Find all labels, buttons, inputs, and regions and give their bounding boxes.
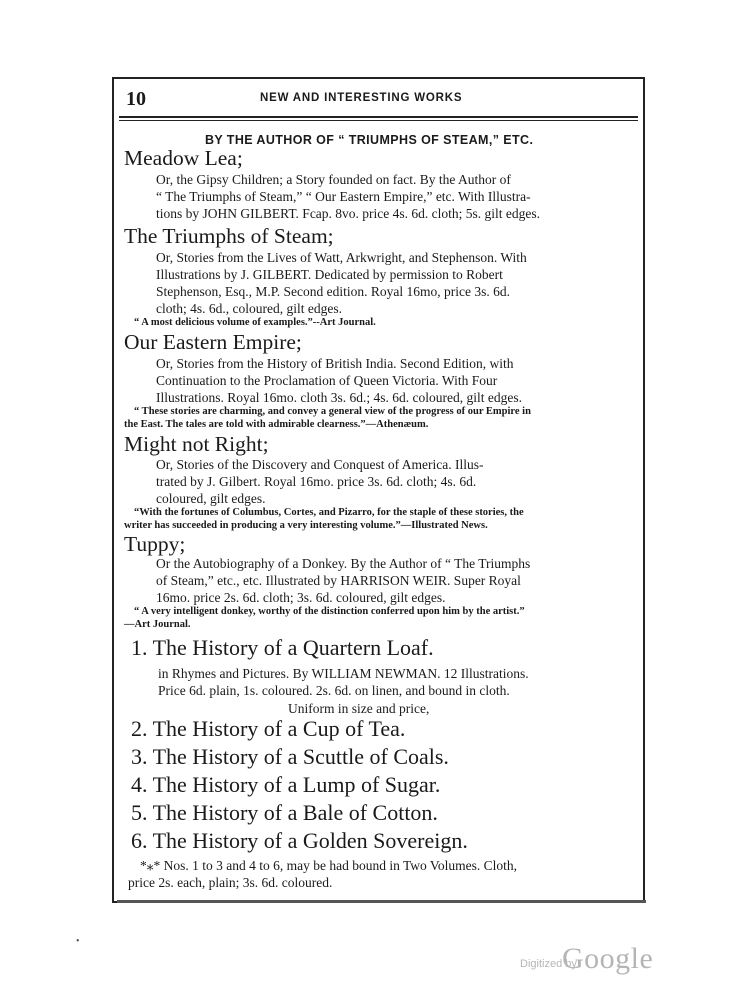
header-rule-top xyxy=(119,116,638,118)
book-title: The Triumphs of Steam; xyxy=(124,224,334,248)
book-description-line: tions by JOHN GILBERT. Fcap. 8vo. price 4s. 6d. cloth; 5s. gilt edges. xyxy=(156,206,541,221)
review-quote: “ A very intelligent donkey, worthy of the distinction conferred upon him by the artist.” xyxy=(134,606,525,617)
uniform-note: Uniform in size and price, xyxy=(288,701,430,716)
border-shadow xyxy=(117,900,646,903)
review-quote: “ These stories are charming, and convey a general view of the progress of our Empire in xyxy=(134,406,531,417)
book-description-line: cloth; 4s. 6d., coloured, gilt edges. xyxy=(156,301,342,316)
book-title: Meadow Lea; xyxy=(124,146,243,170)
book-description-line: Or, Stories from the History of British India. Second Edition, with xyxy=(156,356,514,371)
google-logo: Google xyxy=(562,942,654,975)
series-description-line: in Rhymes and Pictures. By WILLIAM NEWMAN. 12 Illustrations. xyxy=(158,666,529,681)
book-description-line: Or the Autobiography of a Donkey. By the Author of “ The Triumphs xyxy=(156,556,531,571)
review-quote: —Art Journal. xyxy=(124,619,191,630)
book-description-line: “ The Triumphs of Steam,” “ Our Eastern Empire,” etc. With Illustra- xyxy=(156,189,531,204)
review-quote: “ A most delicious volume of examples.”--Art Journal. xyxy=(134,317,376,328)
binding-note-line: price 2s. each, plain; 3s. 6d. coloured. xyxy=(128,875,333,890)
book-description-line: Or, Stories from the Lives of Watt, Arkwright, and Stephenson. With xyxy=(156,250,527,265)
book-title: Might not Right; xyxy=(124,432,269,456)
book-description-line: Or, the Gipsy Children; a Story founded on fact. By the Author of xyxy=(156,172,511,187)
review-quote: writer has succeeded in producing a very interesting volume.”—Illustrated News. xyxy=(124,520,488,531)
binding-note-line: *⁎* Nos. 1 to 3 and 4 to 6, may be had bound in Two Volumes. Cloth, xyxy=(140,858,518,873)
book-description-line: of Steam,” etc., etc. Illustrated by HARRISON WEIR. Super Royal xyxy=(156,573,521,588)
digitized-by-label: Digitized by xyxy=(520,958,577,970)
page-number: 10 xyxy=(126,88,146,110)
series-title: 5. The History of a Bale of Cotton. xyxy=(131,800,438,825)
series-title: 6. The History of a Golden Sovereign. xyxy=(131,828,468,853)
running-title: NEW AND INTERESTING WORKS xyxy=(260,92,463,104)
book-description-line: Or, Stories of the Discovery and Conquest of America. Illus- xyxy=(156,457,484,472)
book-title: Tuppy; xyxy=(124,532,186,556)
scan-mark: • xyxy=(76,936,80,947)
series-title: 1. The History of a Quartern Loaf. xyxy=(131,635,434,660)
review-quote: “With the fortunes of Columbus, Cortes, and Pizarro, for the staple of these stories, the xyxy=(134,507,524,518)
book-description-line: Illustrations by J. GILBERT. Dedicated by permission to Robert xyxy=(156,267,503,282)
series-title: 4. The History of a Lump of Sugar. xyxy=(131,772,441,797)
book-description-line: trated by J. Gilbert. Royal 16mo. price 3s. 6d. cloth; 4s. 6d. xyxy=(156,474,477,489)
book-description-line: Continuation to the Proclamation of Queen Victoria. With Four xyxy=(156,373,498,388)
review-quote: the East. The tales are told with admirable clearness.”—Athenæum. xyxy=(124,419,429,430)
series-description-line: Price 6d. plain, 1s. coloured. 2s. 6d. on linen, and bound in cloth. xyxy=(158,683,510,698)
book-description-line: Stephenson, Esq., M.P. Second edition. Royal 16mo, price 3s. 6d. xyxy=(156,284,510,299)
book-description-line: 16mo. price 2s. 6d. cloth; 3s. 6d. coloured, gilt edges. xyxy=(156,590,446,605)
header-rule-bottom xyxy=(119,120,638,121)
section-heading: BY THE AUTHOR OF “ TRIUMPHS OF STEAM,” ETC. xyxy=(205,133,534,147)
series-title: 3. The History of a Scuttle of Coals. xyxy=(131,744,449,769)
book-description-line: Illustrations. Royal 16mo. cloth 3s. 6d.; 4s. 6d. coloured, gilt edges. xyxy=(156,390,522,405)
series-title: 2. The History of a Cup of Tea. xyxy=(131,716,406,741)
book-description-line: coloured, gilt edges. xyxy=(156,491,266,506)
book-title: Our Eastern Empire; xyxy=(124,330,302,354)
